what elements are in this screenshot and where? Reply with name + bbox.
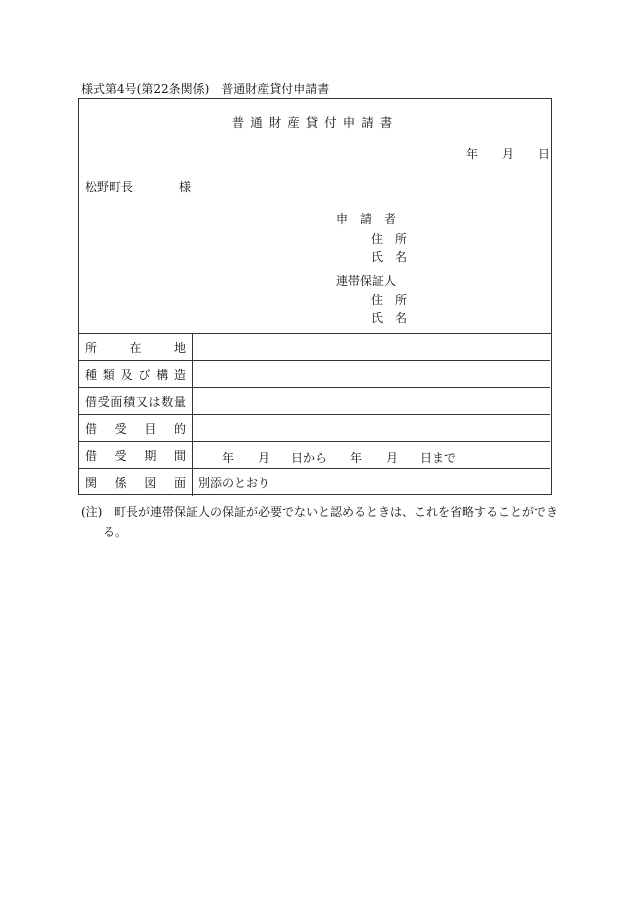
period-from: 日から	[291, 451, 328, 465]
label-char: び	[138, 367, 151, 382]
addressee-honorific: 様	[179, 180, 192, 194]
label-chars	[85, 447, 186, 464]
row-label-purpose	[78, 415, 193, 441]
footnote-text: 町長が連帯保証人の保証が必要でないと認めるときは、これを省略することができ	[114, 505, 559, 519]
date-year: 年	[466, 147, 479, 161]
label-char: 面	[110, 394, 123, 409]
applicant-name-label: 氏 名	[371, 250, 408, 264]
label-char: 的	[173, 421, 186, 436]
applicant-label: 申 請 者	[336, 212, 397, 226]
period-month-1: 月	[258, 451, 271, 465]
label-char: 又	[135, 394, 148, 409]
label-char: 係	[114, 476, 127, 490]
table-row-purpose	[78, 415, 550, 442]
row-label-drawings	[78, 469, 193, 496]
label-char: 種	[85, 367, 98, 382]
label-char: 間	[173, 448, 186, 463]
label-chars	[85, 420, 186, 437]
label-char: 借	[85, 394, 98, 409]
row-value-period	[193, 442, 550, 468]
row-label-period	[78, 442, 193, 468]
label-char: 受	[114, 421, 127, 436]
label-char: 図	[144, 476, 157, 490]
label-char: 量	[173, 394, 186, 409]
guarantor-name-label: 氏 名	[371, 311, 408, 325]
period-month-2: 月	[386, 451, 399, 465]
label-char: 及	[120, 367, 133, 382]
label-char: は	[148, 394, 161, 409]
table-row-type-structure	[78, 361, 550, 388]
footnote-marker: (注)	[81, 505, 103, 519]
period-year-1: 年	[222, 451, 235, 465]
date-month: 月	[502, 147, 515, 161]
applicant-address-label: 住 所	[371, 232, 408, 246]
label-char: 借	[85, 448, 98, 463]
row-label-location	[78, 334, 193, 360]
label-char: 目	[144, 421, 157, 436]
table-row-location	[78, 334, 550, 361]
date-day: 日	[538, 147, 551, 161]
table-row-area-quantity	[78, 388, 550, 415]
label-char: 所	[85, 340, 98, 355]
period-to: 日まで	[420, 451, 457, 465]
label-char: 構	[156, 367, 169, 382]
label-char: 借	[85, 421, 98, 436]
property-details-table	[78, 333, 552, 495]
label-char: 受	[97, 394, 110, 409]
guarantor-label: 連帯保証人	[336, 274, 397, 288]
row-value-drawings: 別添のとおり	[198, 476, 271, 490]
label-char: 在	[129, 340, 142, 355]
label-chars	[85, 474, 186, 491]
label-char: 積	[123, 394, 136, 409]
table-row-period	[78, 442, 550, 469]
guarantor-address-label: 住 所	[371, 293, 408, 307]
row-label-area-quantity	[78, 388, 193, 414]
label-char: 類	[102, 367, 115, 382]
label-char: 造	[173, 367, 186, 382]
addressee	[85, 178, 192, 195]
table-row-drawings	[78, 469, 550, 496]
label-chars	[85, 366, 186, 383]
form-number-label: 様式第4号(第22条関係) 普通財産貸付申請書	[81, 82, 330, 96]
period-year-2: 年	[350, 451, 363, 465]
footnote-text-continued: る。	[103, 525, 128, 539]
document-title: 普通財産貸付申請書	[231, 115, 399, 130]
addressee-name: 松野町長	[85, 180, 134, 194]
label-char: 関	[85, 476, 98, 490]
label-chars	[85, 393, 186, 410]
label-char: 数	[161, 394, 174, 409]
label-char: 面	[173, 476, 186, 490]
label-char: 期	[144, 448, 157, 463]
label-chars	[85, 339, 186, 356]
label-char: 受	[114, 448, 127, 463]
row-label-type-structure	[78, 361, 193, 387]
label-char: 地	[173, 340, 186, 355]
